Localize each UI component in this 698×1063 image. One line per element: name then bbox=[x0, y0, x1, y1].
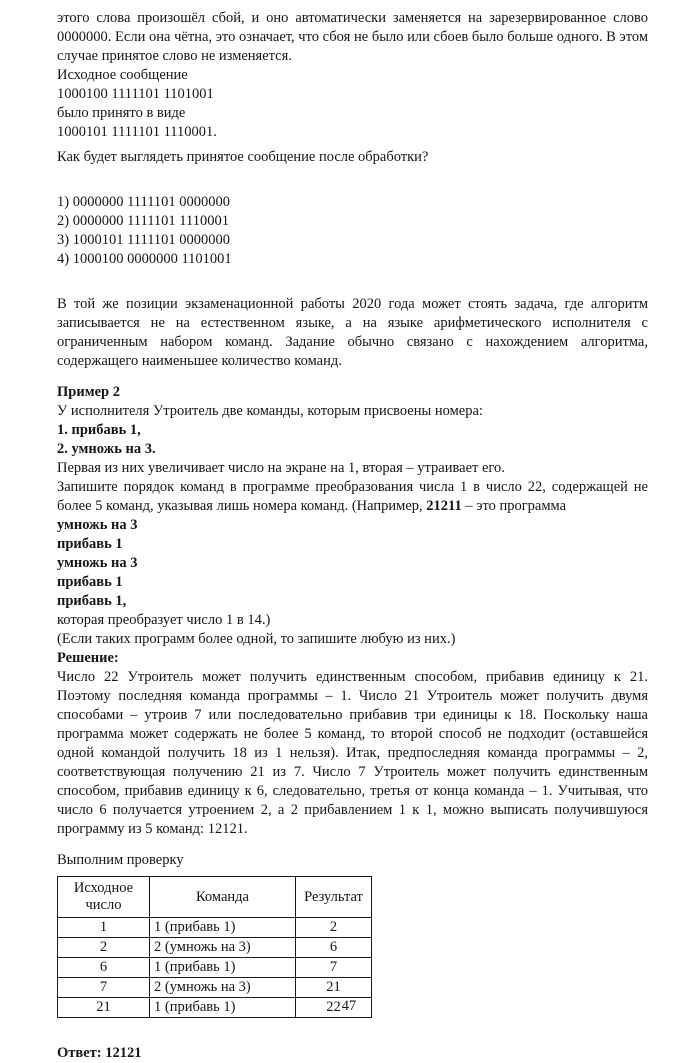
table-header-row bbox=[58, 877, 372, 918]
cell-command: 2 (умножь на 3) bbox=[150, 978, 296, 998]
command-1: 1. прибавь 1, bbox=[57, 422, 141, 438]
cell-source: 6 bbox=[58, 958, 150, 978]
task-text-pre: Запишите порядок команд в программе преобразования числа 1 в число 22, содержащей не более 5 команд, указывая лишь номера команд. (Например, bbox=[57, 479, 648, 514]
cell-source: 7 bbox=[58, 978, 150, 998]
table-row bbox=[58, 958, 372, 978]
table-header-command: Команда bbox=[150, 877, 296, 918]
cell-source: 2 bbox=[58, 938, 150, 958]
check-label: Выполним проверку bbox=[57, 852, 184, 868]
example-intro-line: У исполнителя Утроитель две команды, которым присвоены номера: bbox=[57, 403, 483, 419]
program-line: прибавь 1 bbox=[57, 574, 123, 590]
option-line: 1) 0000000 1111101 0000000 bbox=[57, 194, 231, 210]
task-program-code: 21211 bbox=[426, 498, 462, 514]
cell-command: 1 (прибавь 1) bbox=[150, 958, 296, 978]
message-lines bbox=[57, 66, 648, 142]
task-text-post: – это программа bbox=[461, 498, 567, 514]
question-text: Как будет выглядеть принятое сообщение после обработки? bbox=[57, 149, 429, 165]
solution-label: Решение: bbox=[57, 650, 119, 666]
program-line: прибавь 1 bbox=[57, 536, 123, 552]
cell-source: 1 bbox=[58, 918, 150, 938]
commands-explanation: Первая из них увеличивает число на экране на 1, вторая – утраивает его. bbox=[57, 460, 505, 476]
message-line: было принято в виде bbox=[57, 105, 186, 121]
option-line: 2) 0000000 1111101 1110001 bbox=[57, 213, 229, 229]
paragraph-parity-explanation: этого слова произошёл сбой, и оно автоматически заменяется на зарезервированное слово 0000000. Если она чётна, это означает, что сбоя не было или сбоев было больше одного. В этом случае принятое слово не изменяется. bbox=[57, 10, 648, 64]
example-title: Пример 2 bbox=[57, 384, 120, 400]
table-header-source: Исходное число bbox=[58, 877, 150, 918]
cell-command: 2 (умножь на 3) bbox=[150, 938, 296, 958]
cell-source: 21 bbox=[58, 998, 150, 1018]
program-tail: которая преобразует число 1 в 14.) bbox=[57, 612, 271, 628]
program-listing bbox=[57, 516, 648, 611]
cell-result: 6 bbox=[296, 938, 372, 958]
page-number: 47 bbox=[341, 998, 357, 1014]
solution-text: Число 22 Утроитель может получить единственным способом, прибавив единицу к 21. Поэтому последняя команда программы – 1. Число 21 Утроитель может получить двумя способами – утроив 7 или последовательно прибавив три единицы к 18. Поскольку наша программа может содержать не более 5 команд, то второй способ не подходит (оставшейся одной командой получить 18 из 1 нельзя). Итак, предпоследняя команда программы – 2, соответствующая получению 21 из 7. Число 7 Утроитель может получить единственным способом, прибавив единицу к 6, следовательно, третья от конца команда – 1. Учитывая, что число 6 получается утроением 2, а 2 прибавлением 1 к 1, можно выписать получившуюся программу из 5 команд: 12121. bbox=[57, 669, 648, 837]
message-line: 1000100 1111101 1101001 bbox=[57, 86, 214, 102]
table-row bbox=[58, 938, 372, 958]
option-line: 4) 1000100 0000000 1101001 bbox=[57, 251, 232, 267]
cell-command: 1 (прибавь 1) bbox=[150, 998, 296, 1018]
answer-line: Ответ: 12121 bbox=[57, 1045, 142, 1061]
table-header-result: Результат bbox=[296, 877, 372, 918]
program-line: прибавь 1, bbox=[57, 593, 127, 609]
cell-result: 21 bbox=[296, 978, 372, 998]
cell-command: 1 (прибавь 1) bbox=[150, 918, 296, 938]
table-row bbox=[58, 918, 372, 938]
option-line: 3) 1000101 1111101 0000000 bbox=[57, 232, 231, 248]
cell-result: 7 bbox=[296, 958, 372, 978]
paragraph-exam-2020: В той же позиции экзаменационной работы 2020 года может стоять задача, где алгоритм записывается не на естественном языке, а на языке арифметического исполнителя с ограниченным набором команд. Задание обычно связано с нахождением алгоритма, содержащего наименьшее количество команд. bbox=[57, 296, 648, 369]
message-line: Исходное сообщение bbox=[57, 67, 188, 83]
command-2: 2. умножь на 3. bbox=[57, 441, 156, 457]
options-list bbox=[57, 193, 648, 269]
table-row bbox=[58, 978, 372, 998]
program-line: умножь на 3 bbox=[57, 517, 138, 533]
cell-result: 2 bbox=[296, 918, 372, 938]
program-line: умножь на 3 bbox=[57, 555, 138, 571]
task-paragraph bbox=[57, 478, 648, 516]
cell-result: 22 bbox=[296, 998, 372, 1018]
note-line: (Если таких программ более одной, то запишите любую из них.) bbox=[57, 631, 456, 647]
message-line: 1000101 1111101 1110001. bbox=[57, 124, 217, 140]
